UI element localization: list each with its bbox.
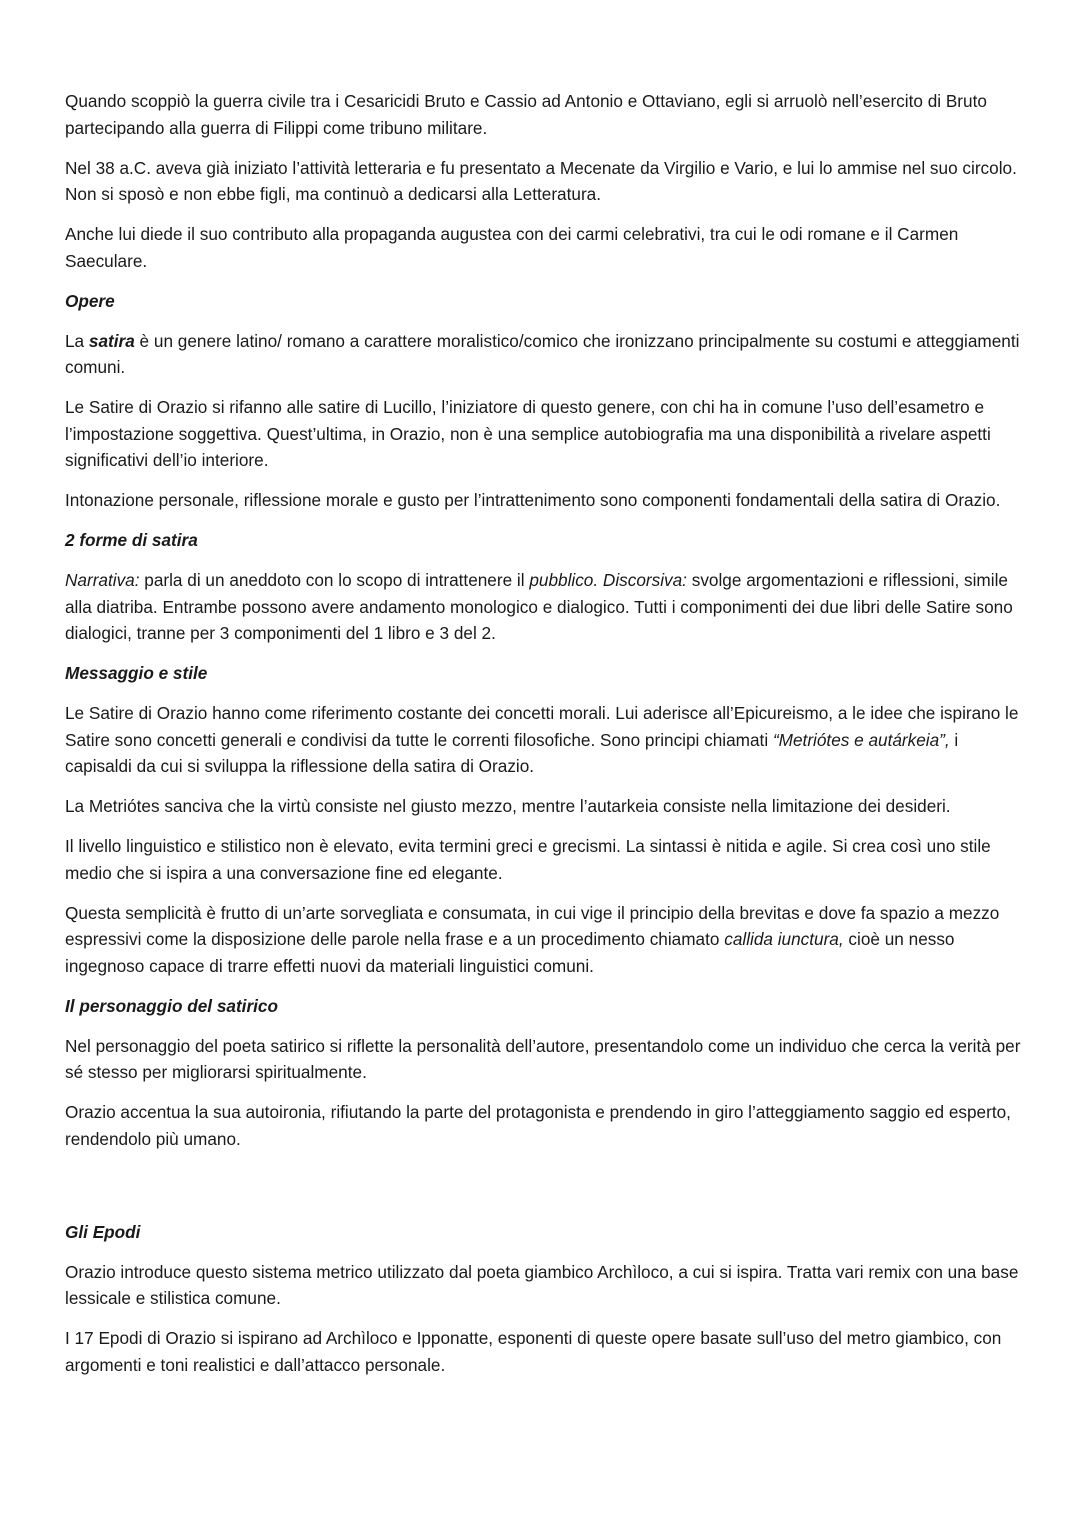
text-run: Intonazione personale, riflessione morale e gusto per l’intrattenimento sono componenti fondamentali della satira di Orazio. <box>65 490 1001 510</box>
text-run: Quando scoppiò la guerra civile tra i Cesaricidi Bruto e Cassio ad Antonio e Ottaviano, egli si arruolò nell’esercito di Bruto partecipando alla guerra di Filippi come tribuno militare. <box>65 91 987 138</box>
emphasized-text: pubblico. Discorsiva: <box>529 570 687 590</box>
text-run: è un genere latino/ romano a carattere moralistico/comico che ironizzano principalmente su costumi e atteggiamenti comuni. <box>65 330 1020 377</box>
paragraph-propaganda <box>65 221 1025 274</box>
text-run: cioè un nesso ingegnoso capace di trarre effetti nuovi da materiali linguistici comuni. <box>65 929 955 976</box>
text-run: i capisaldi da cui si sviluppa la riflessione della satira di Orazio. <box>65 729 959 776</box>
text-run: Le Satire di Orazio hanno come riferimento costante dei concetti morali. Lui aderisce all’Epicureismo, a le idee che ispirano le Satire sono concetti generali e condivisi da tutte le correnti filosofiche. Sono principi chiamati <box>65 703 1019 750</box>
emphasized-text: satira <box>88 330 135 351</box>
text-run: La Metriótes sanciva che la virtù consiste nel giusto mezzo, mentre l’autarkeia consiste nella limitazione dei desideri. <box>65 796 951 816</box>
paragraph-poet-personality <box>65 1033 1025 1086</box>
emphasized-text: “Metriótes e autárkeia”, <box>772 729 950 750</box>
paragraph-civil-war <box>65 88 1025 141</box>
text-run: La <box>65 330 89 351</box>
text-run: Orazio introduce questo sistema metrico utilizzato dal poeta giambico Archìloco, a cui si ispira. Tratta vari remix con una base lessicale e stilistica comune. <box>65 1261 1019 1308</box>
heading-opere: Opere <box>65 290 115 311</box>
paragraph-simplicity <box>65 900 1025 980</box>
text-run: I 17 Epodi di Orazio si ispirano ad Archìloco e Ipponatte, esponenti di queste opere basate sull’uso del metro giambico, con argomenti e toni realistici e dall’attacco personale. <box>65 1328 1002 1375</box>
text-run: Questa semplicità è frutto di un’arte sorvegliata e consumata, in cui vige il principio della brevitas e dove fa spazio a mezzo espressivi come la disposizione delle parole nella frase e a un procedimento chiamato <box>65 902 1000 949</box>
paragraph-components <box>65 487 1025 514</box>
document-page <box>65 88 1025 1392</box>
emphasized-text: Narrativa: <box>65 570 140 590</box>
paragraph-lucillo <box>65 394 1025 474</box>
paragraph-moral-concepts <box>65 700 1025 780</box>
text-run: Nel 38 a.C. aveva già iniziato l’attività letteraria e fu presentato a Mecenate da Virgilio e Vario, e lui lo ammise nel suo circolo. Non si sposò e non ebbe figli, ma continuò a dedicarsi alla Letteratura. <box>65 157 1017 204</box>
paragraph-seventeen-epodi <box>65 1325 1025 1378</box>
paragraph-metriotes <box>65 793 1025 820</box>
paragraph-metric-system <box>65 1259 1025 1312</box>
section-gap <box>65 1166 1025 1219</box>
heading-messaggio-stile: Messaggio e stile <box>65 663 208 683</box>
heading-two-forms: 2 forme di satira <box>65 530 198 550</box>
paragraph-linguistic-level <box>65 833 1025 886</box>
heading-personaggio: Il personaggio del satirico <box>65 995 278 1016</box>
text-run: Anche lui diede il suo contributo alla propaganda augustea con dei carmi celebrativi, tra cui le odi romane e il Carmen Saeculare. <box>65 224 959 271</box>
text-run: parla di un aneddoto con lo scopo di intrattenere il <box>139 570 530 590</box>
emphasized-text: callida iunctura, <box>724 929 844 949</box>
heading-epodi: Gli Epodi <box>65 1221 141 1242</box>
paragraph-mecenate <box>65 155 1025 208</box>
paragraph-satira-definition <box>65 328 1025 381</box>
text-run: Il livello linguistico e stilistico non è elevato, evita termini greci e grecismi. La sintassi è nitida e agile. Si crea così uno stile medio che si ispira a una conversazione fine ed elegante. <box>65 836 991 883</box>
text-run: Orazio accentua la sua autoironia, rifiutando la parte del protagonista e prendendo in giro l’atteggiamento saggio ed esperto, rendendolo più umano. <box>65 1102 1011 1149</box>
text-run: Nel personaggio del poeta satirico si riflette la personalità dell’autore, presentandolo come un individuo che cerca la verità per sé stesso per migliorarsi spiritualmente. <box>65 1035 1021 1082</box>
text-run: Le Satire di Orazio si rifanno alle satire di Lucillo, l’iniziatore di questo genere, con chi ha in comune l’uso dell’esametro e l’impostazione soggettiva. Quest’ultima, in Orazio, non è una semplice autobiografia ma una disponibilità a rivelare aspetti significativi dell’io interiore. <box>65 397 991 470</box>
paragraph-forms <box>65 567 1025 647</box>
text-run: svolge argomentazioni e riflessioni, simile alla diatriba. Entrambe possono avere andamento monologico e dialogico. Tutti i componimenti dei due libri delle Satire sono dialogici, tranne per 3 componimenti del 1 libro e 3 del 2. <box>65 570 1013 643</box>
paragraph-autoironia <box>65 1099 1025 1152</box>
